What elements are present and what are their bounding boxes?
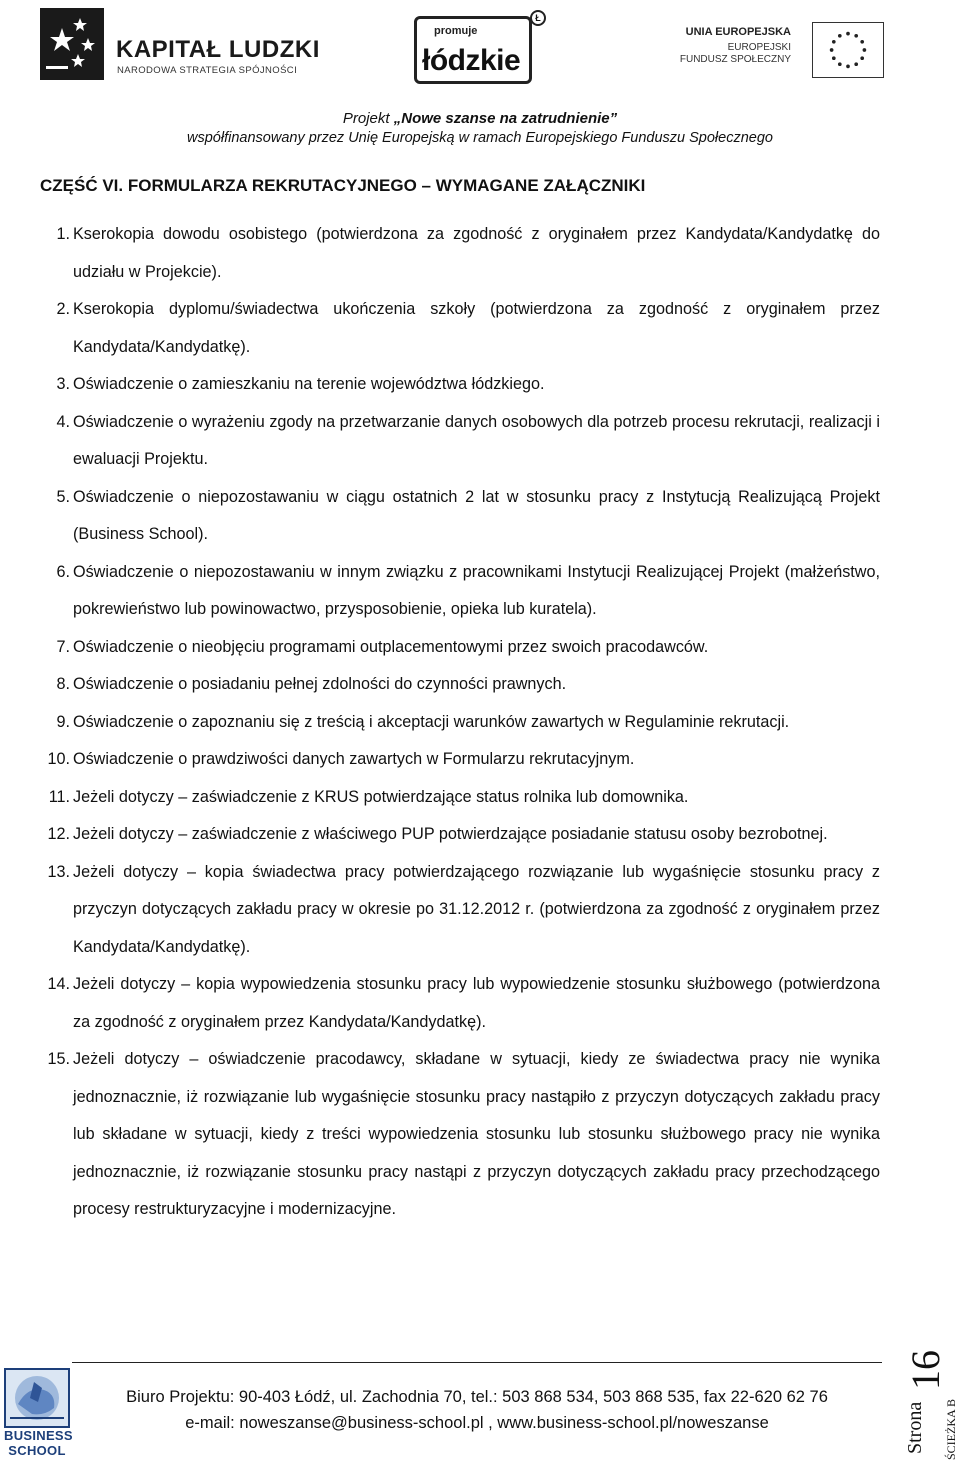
list-item <box>36 366 880 404</box>
item-number: 1. <box>56 225 70 243</box>
eu-star <box>846 65 850 69</box>
item-number: 6. <box>56 562 70 581</box>
kapital-ludzki-logo <box>40 8 320 84</box>
item-number: 11. <box>48 787 70 806</box>
item-text: Jeżeli dotyczy – zaświadczenie z właściwego PUP potwierdzające posiadanie statusu osoby bezrobotnej. <box>73 825 828 843</box>
lodzkie-text: łódzkie <box>422 44 521 77</box>
list-item <box>36 404 880 479</box>
list-item <box>36 479 880 554</box>
item-text: Kserokopia dowodu osobistego (potwierdzona za zgodność z oryginałem przez Kandydata/Kandydatkę do udziału w Projekcie). <box>73 225 880 281</box>
eu-star <box>860 56 864 60</box>
list-item <box>36 966 880 1041</box>
project-name: „Nowe szanse na zatrudnienie” <box>393 110 618 127</box>
kapital-ludzki-subtitle: NARODOWA STRATEGIA SPÓJNOŚCI <box>117 65 298 76</box>
page-indicator <box>896 1340 948 1460</box>
item-text: Oświadczenie o nieobjęciu programami outplacementowymi przez swoich pracodawców. <box>73 637 709 656</box>
list-item <box>36 779 880 817</box>
eu-line2: EUROPEJSKI <box>727 42 791 53</box>
item-text: Jeżeli dotyczy – kopia wypowiedzenia stosunku pracy lub wypowiedzenie stosunku służbowego (potwierdzona za zgodność z oryginałem przez Kandydata/Kandydatkę). <box>73 975 880 1031</box>
list-item <box>36 554 880 629</box>
item-text: Jeżeli dotyczy – oświadczenie pracodawcy, składane w sytuacji, kiedy ze świadectwa pracy nie wynika jednoznacznie, iż rozwiązanie lub wygaśnięcie stosunku pracy nastąpiło z przyczyn dotyczących zakładu pracy lub składane w sytuacji, kiedy z treści wypowiedzenia stosunku lub stosunku służbowego pracy nie wynika jednoznacznie, iż rozwiązanie stosunku pracy nastąpi z przyczyn dotyczących zakładu pracy przechodzącego procesy restrukturyzacyjne i modernizacyjne. <box>73 1050 880 1218</box>
project-prefix: Projekt <box>342 110 394 127</box>
item-text: Oświadczenie o zamieszkaniu na terenie województwa łódzkiego. <box>73 375 545 393</box>
eu-star <box>830 48 834 52</box>
eu-line1: UNIA EUROPEJSKA <box>685 26 791 38</box>
kapital-ludzki-title: KAPITAŁ LUDZKI <box>116 36 320 63</box>
eu-line3: FUNDUSZ SPOŁECZNY <box>679 54 791 65</box>
eu-star <box>846 32 850 36</box>
promuje-lodzkie-logo <box>414 8 544 88</box>
eu-star <box>832 56 836 60</box>
list-item <box>36 816 880 854</box>
item-number: 2. <box>56 300 70 318</box>
business-school-logo <box>4 1368 73 1460</box>
project-title <box>0 110 960 127</box>
eu-star <box>860 40 864 44</box>
business-school-logo-icon <box>4 1368 70 1428</box>
item-number: 12. <box>47 825 70 843</box>
promuje-text: promuje <box>434 25 478 37</box>
item-text: Oświadczenie o niepozostawaniu w innym związku z pracownikami Instytucji Realizującej Projekt (małżeństwo, pokrewieństwo lub powinowactwo, przysposobienie, opieka lub kuratela). <box>73 562 880 618</box>
page-label: Strona <box>904 1401 926 1454</box>
list-item <box>36 629 880 667</box>
item-number: 15. <box>47 1050 70 1068</box>
item-number: 7. <box>56 637 70 656</box>
page-number: 16 <box>903 1350 948 1390</box>
business-school-line2: SCHOOL <box>8 1443 66 1458</box>
lodzkie-mark-icon: Ł <box>530 10 546 26</box>
footer-address: Biuro Projektu: 90-403 Łódź, ul. Zachodnia 70, tel.: 503 868 534, 503 868 535, fax 22-620 62 76 <box>126 1388 828 1406</box>
item-text: Oświadczenie o posiadaniu pełnej zdolności do czynności prawnych. <box>73 675 567 693</box>
footer-divider <box>72 1362 882 1363</box>
item-text: Oświadczenie o niepozostawaniu w ciągu ostatnich 2 lat w stosunku pracy z Instytucją Realizującą Projekt (Business School). <box>73 487 880 543</box>
project-subtitle: współfinansowany przez Unię Europejską w ramach Europejskiego Funduszu Społecznego <box>187 130 773 146</box>
list-item <box>36 741 880 779</box>
item-number: 4. <box>56 412 70 431</box>
list-item <box>36 666 880 704</box>
item-number: 9. <box>56 712 70 731</box>
eu-star <box>838 34 842 38</box>
item-text: Kserokopia dyplomu/świadectwa ukończenia szkoły (potwierdzona za zgodność z oryginałem przez Kandydata/Kandydatkę). <box>73 300 880 356</box>
star-emblem-icon <box>40 8 104 80</box>
item-number: 14. <box>47 975 70 993</box>
eu-star <box>838 62 842 66</box>
item-number: 8. <box>56 675 70 693</box>
section-title: CZĘŚĆ VI. FORMULARZA REKRUTACYJNEGO – WYMAGANE ZAŁĄCZNIKI <box>40 176 646 195</box>
list-item <box>36 216 880 291</box>
list-item <box>36 291 880 366</box>
eu-star <box>863 48 867 52</box>
item-text: Oświadczenie o wyrażeniu zgody na przetwarzanie danych osobowych dla potrzeb procesu rekrutacji, realizacji i ewaluacji Projektu. <box>73 412 880 468</box>
list-item <box>36 704 880 742</box>
list-item <box>36 1041 880 1229</box>
item-text: Oświadczenie o zapoznaniu się z treścią i akceptacji warunków zawartych w Regulaminie rekrutacji. <box>73 712 790 731</box>
side-path-label: ŚCIEŻKA B <box>944 1398 958 1460</box>
eu-star <box>854 34 858 38</box>
eu-star <box>854 62 858 66</box>
item-number: 3. <box>56 375 70 393</box>
item-number: 13. <box>47 862 70 881</box>
item-text: Jeżeli dotyczy – zaświadczenie z KRUS potwierdzające status rolnika lub domownika. <box>73 787 689 806</box>
item-number: 10. <box>47 750 70 768</box>
business-school-line1: BUSINESS <box>4 1428 73 1443</box>
eu-star <box>832 40 836 44</box>
eu-logo <box>679 22 884 80</box>
footer-contact: e-mail: noweszanse@business-school.pl , www.business-school.pl/noweszanse <box>185 1414 769 1432</box>
item-number: 5. <box>56 487 70 506</box>
eu-stars-icon <box>812 22 884 78</box>
item-text: Oświadczenie o prawdziwości danych zawartych w Formularzu rekrutacyjnym. <box>73 750 635 768</box>
attachments-list <box>36 216 880 1229</box>
list-item <box>36 854 880 967</box>
item-text: Jeżeli dotyczy – kopia świadectwa pracy potwierdzającego rozwiązanie lub wygaśnięcie stosunku pracy z przyczyn dotyczących zakładu pracy w okresie po 31.12.2012 r. (potwierdzona za zgodność z oryginałem przez Kandydata/Kandydatkę). <box>73 862 880 956</box>
